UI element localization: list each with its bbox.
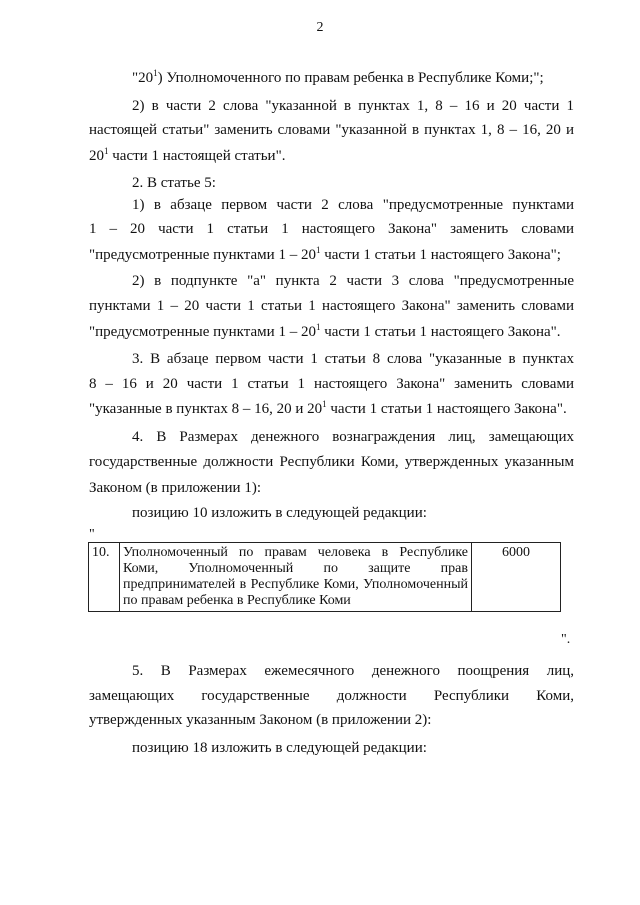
text-line: 2) в подпункте "а" пункта 2 части 3 слова "предусмотренные [132,273,574,289]
text-line: замещающих государственные должности Республики Коми, [89,688,574,704]
text-line: утвержденных указанным Законом (в приложении 2): [89,712,432,728]
page-number: 2 [316,20,324,35]
table-row [89,543,561,612]
position-amount: 6000 [472,543,561,612]
text-line: 2) в части 2 слова "указанной в пунктах 1, 8 – 16 и 20 части 1 [132,98,574,114]
text-line: государственные должности Республики Коми, утвержденных указанным [89,454,574,470]
text-line: 1 – 20 части 1 статьи 1 настоящего Закона" заменить словами [89,221,574,237]
text-line: 2. В статье 5: [132,175,216,191]
position-table [88,542,561,612]
text-line: 4. В Размерах денежного вознаграждения лиц, замещающих [132,429,574,445]
open-quote: " [89,527,95,542]
text-line: "указанные в пунктах 8 – 16, 20 и $20^1$ части 1 статьи 1 настоящего Закона". [89,399,567,417]
position-number: 10. [89,543,120,612]
text-line: 1) в абзаце первом части 2 слова "предусмотренные пунктами [132,197,574,213]
text-line: пунктами 1 – 20 части 1 статьи 1 настоящего Закона" заменить словами [89,298,574,314]
text-line: "предусмотренные пунктами $1 - 20^1$ части 1 статьи 1 настоящего Закона"; [89,245,561,263]
text-line: "предусмотренные пунктами $1 - 20^1$ части 1 статьи 1 настоящего Закона". [89,322,561,340]
close-quote: ". [561,632,571,647]
text-line: "$20^1$) Уполномоченного по правам ребенка в Республике Коми;"; [132,68,544,86]
text-line: $20^1$ части 1 настоящей статьи". [89,146,286,164]
text-line: позицию 10 изложить в следующей редакции: [132,505,427,521]
text-line: настоящей статьи" заменить словами "указанной в пунктах 1, 8 – 16, 20 и [89,122,574,138]
position-title: Уполномоченный по правам человека в Республике Коми, Уполномоченный по защите прав предпринимателей в Республике Коми, Уполномоченный по правам ребенка в Республике Коми [120,543,472,612]
text-line: 8 – 16 и 20 части 1 статьи 1 настоящего Закона" заменить словами [89,376,574,392]
text-line: 5. В Размерах ежемесячного денежного поощрения лиц, [132,663,574,679]
text-line: позицию 18 изложить в следующей редакции: [132,740,427,756]
text-line: Законом (в приложении 1): [89,480,261,496]
text-line: 3. В абзаце первом части 1 статьи 8 слова "указанные в пунктах [132,351,574,367]
